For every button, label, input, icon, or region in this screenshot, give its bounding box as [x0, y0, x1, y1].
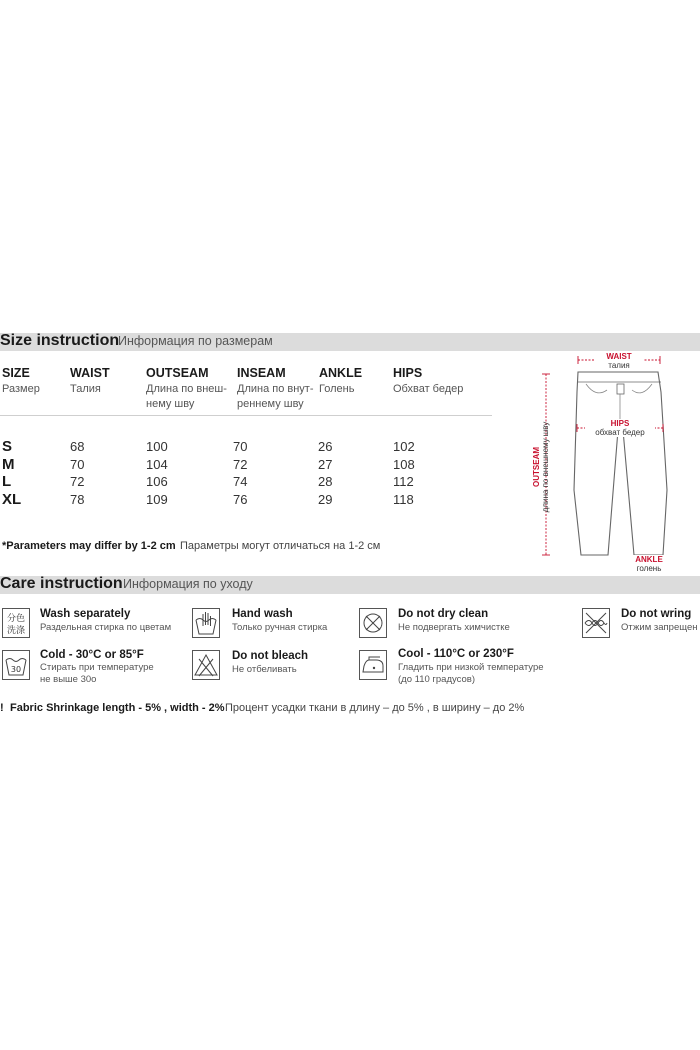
- waist-value: 70: [70, 457, 85, 472]
- care-title: Hand wash: [232, 608, 293, 620]
- col-header-ankle: ANKLE: [319, 366, 363, 380]
- hips-value: 102: [393, 439, 415, 454]
- outseam-value: 104: [146, 457, 168, 472]
- shrinkage-mark: !: [0, 702, 4, 714]
- inseam-value: 72: [233, 457, 248, 472]
- ankle-value: 27: [318, 457, 333, 472]
- size-section-subtitle: Информация по размерам: [118, 334, 273, 348]
- size-label: M: [2, 456, 15, 473]
- table-divider: [0, 415, 492, 416]
- hand-wash-icon: [192, 608, 220, 638]
- ankle-value: 29: [318, 492, 333, 507]
- care-title: Cool - 110°C or 230°F: [398, 648, 514, 660]
- hips-label: [585, 419, 655, 437]
- parameters-note-en: *Parameters may differ by 1-2 cm: [2, 540, 176, 552]
- inseam-value: 74: [233, 474, 248, 489]
- size-section-title: Size instruction: [0, 332, 120, 349]
- pants-measurement-diagram: [530, 350, 700, 575]
- outseam-value: 100: [146, 439, 168, 454]
- care-subtitle: Только ручная стирка: [232, 622, 328, 633]
- wash-30-icon: [2, 650, 30, 680]
- care-title: Do not wring: [621, 608, 692, 620]
- col-sub-outseam: Длина по внеш-нему шву: [146, 383, 227, 410]
- care-section-title: Care instruction: [0, 575, 123, 592]
- ankle-label-ru: голень: [636, 564, 662, 573]
- no-dry-clean-icon: [359, 608, 387, 638]
- care-subtitle: Не подвергать химчистке: [398, 622, 510, 633]
- care-subtitle: Отжим запрещен: [621, 622, 698, 633]
- col-header-hips: HIPS: [393, 366, 423, 380]
- pants-illustration: [530, 350, 700, 575]
- care-subtitle: Не отбеливать: [232, 664, 297, 675]
- hips-value: 112: [393, 474, 414, 489]
- outseam-value: 109: [146, 492, 168, 507]
- col-header-outseam: OUTSEAM: [146, 366, 209, 380]
- care-subtitle: Стирать при температуре: [40, 662, 154, 673]
- inseam-value: 76: [233, 492, 248, 507]
- shrinkage-note-ru: Процент усадки ткани в длину – до 5% , в ширину – до 2%: [225, 702, 525, 714]
- outseam-label-ru: длина по внешнему шву: [541, 421, 550, 513]
- waist-label-ru: талия: [608, 361, 630, 370]
- col-sub-size: Размер: [2, 383, 40, 395]
- size-label: S: [2, 438, 13, 455]
- care-title: Do not dry clean: [398, 608, 489, 620]
- size-label: XL: [2, 491, 22, 508]
- size-label: L: [2, 473, 12, 490]
- waist-label-en: WAIST: [606, 352, 632, 361]
- svg-text:分色: 分色: [6, 614, 26, 624]
- care-title: Cold - 30°C or 85°F: [40, 649, 144, 661]
- care-subtitle: Гладить при низкой температуре: [398, 662, 544, 673]
- col-sub-inseam: Длина по внут-реннему шву: [237, 383, 314, 410]
- waist-value: 72: [70, 474, 85, 489]
- care-title: Wash separately: [40, 608, 131, 620]
- svg-text:洗涤: 洗涤: [6, 626, 26, 636]
- waist-value: 68: [70, 439, 85, 454]
- no-wring-icon: [582, 608, 610, 638]
- hips-label-en: HIPS: [610, 419, 630, 428]
- parameters-note-ru: Параметры могут отличаться на 1-2 см: [180, 540, 381, 552]
- col-sub-ankle: Голень: [319, 383, 355, 395]
- col-header-waist: WAIST: [70, 366, 110, 380]
- separate-wash-icon: [2, 608, 30, 638]
- col-header-inseam: INSEAM: [237, 366, 286, 380]
- ankle-label: [628, 555, 670, 573]
- ankle-value: 28: [318, 474, 333, 489]
- ankle-label-en: ANKLE: [635, 555, 663, 564]
- size-section-header: [0, 333, 700, 351]
- inseam-value: 70: [233, 439, 248, 454]
- care-subtitle-line2: (до 110 градусов): [398, 674, 475, 685]
- hips-value: 118: [393, 492, 414, 507]
- care-subtitle: Раздельная стирка по цветам: [40, 622, 172, 633]
- iron-low-icon: [359, 650, 387, 680]
- wash-temperature: 30: [10, 665, 22, 674]
- waist-label: [594, 352, 644, 370]
- ankle-value: 26: [318, 439, 333, 454]
- care-subtitle-line2: не выше 30о: [40, 674, 97, 685]
- care-section-subtitle: Информация по уходу: [123, 577, 253, 591]
- outseam-label: [532, 412, 550, 522]
- outseam-label-en: OUTSEAM: [532, 447, 541, 487]
- hips-label-ru: обхват бедер: [595, 428, 645, 437]
- shrinkage-note-en: Fabric Shrinkage length - 5% , width - 2%: [10, 702, 225, 714]
- waist-value: 78: [70, 492, 85, 507]
- hips-value: 108: [393, 457, 415, 472]
- outseam-value: 106: [146, 474, 168, 489]
- col-header-size: SIZE: [2, 366, 30, 380]
- col-sub-waist: Талия: [70, 383, 101, 395]
- no-bleach-icon: [192, 650, 220, 680]
- care-title: Do not bleach: [232, 650, 309, 662]
- care-section-header: [0, 576, 700, 594]
- col-sub-hips: Обхват бедер: [393, 383, 464, 395]
